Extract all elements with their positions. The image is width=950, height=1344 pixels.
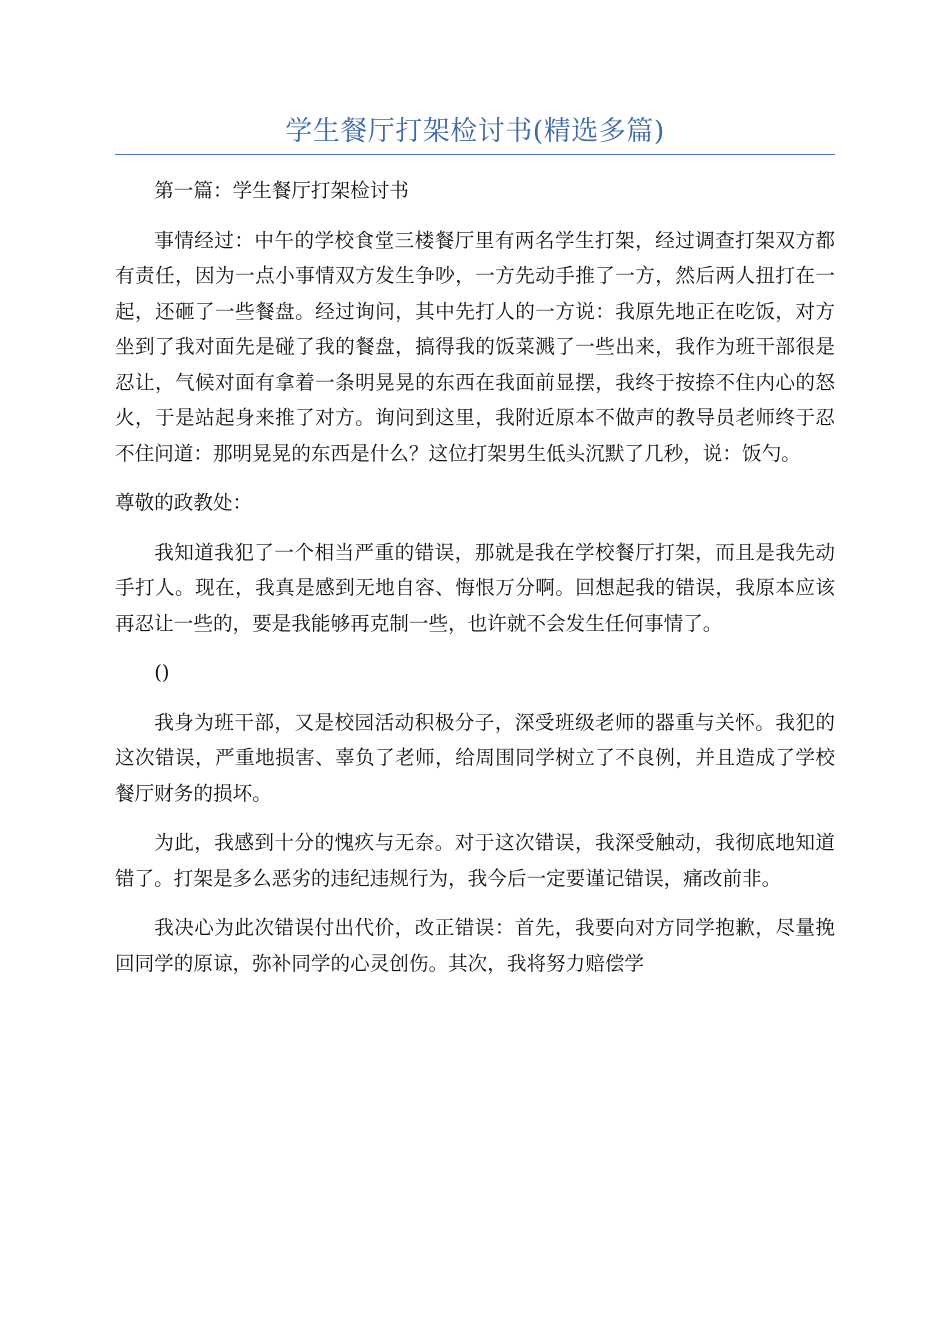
- salutation: 尊敬的政教处：: [115, 491, 253, 514]
- paragraph: 我决心为此次错误付出代价，改正错误：首先，我要向对方同学抱歉，尽量挽回同学的原谅，弥补同学的心灵创伤。其次，我将努力赔偿学: [115, 916, 835, 975]
- document-body: [115, 173, 835, 995]
- paragraph-incident: 事情经过：中午的学校食堂三楼餐厅里有两名学生打架，经过调查打架双方都有责任，因为一点小事情双方发生争吵，一方先动手推了一方，然后两人扭打在一起，还砸了一些餐盘。经过询问，其中先打人的一方说：我原先地正在吃饭，对方坐到了我对面先是碰了我的餐盘，搞得我的饭菜溅了一些出来，我作为班干部很是忍让，气候对面有拿着一条明晃晃的东西在我面前显摆，我终于按捺不住内心的怒火，于是站起身来推了对方。询问到这里，我附近原本不做声的教导员老师终于忍不住问道：那明晃晃的东西是什么？这位打架男生低头沉默了几秒，说：饭勺。: [115, 228, 835, 465]
- paragraph: 为此，我感到十分的愧疚与无奈。对于这次错误，我深受触动，我彻底地知道错了。打架是多么恶劣的违纪违规行为，我今后一定要谨记错误，痛改前非。: [115, 831, 835, 890]
- paragraph: 我知道我犯了一个相当严重的错误，那就是我在学校餐厅打架，而且是我先动手打人。现在，我真是感到无地自容、悔恨万分啊。回想起我的错误，我原本应该再忍让一些的，要是我能够再克制一些，也许就不会发生任何事情了。: [115, 540, 835, 635]
- paragraph-parentheses: (): [154, 661, 170, 684]
- section-heading: 第一篇：学生餐厅打架检讨书: [154, 179, 409, 202]
- paragraph: 我身为班干部，又是校园活动积极分子，深受班级老师的器重与关怀。我犯的这次错误，严重地损害、辜负了老师，给周围同学树立了不良例，并且造成了学校餐厅财务的损坏。: [115, 710, 835, 805]
- document-title: 学生餐厅打架检讨书(精选多篇): [115, 112, 835, 155]
